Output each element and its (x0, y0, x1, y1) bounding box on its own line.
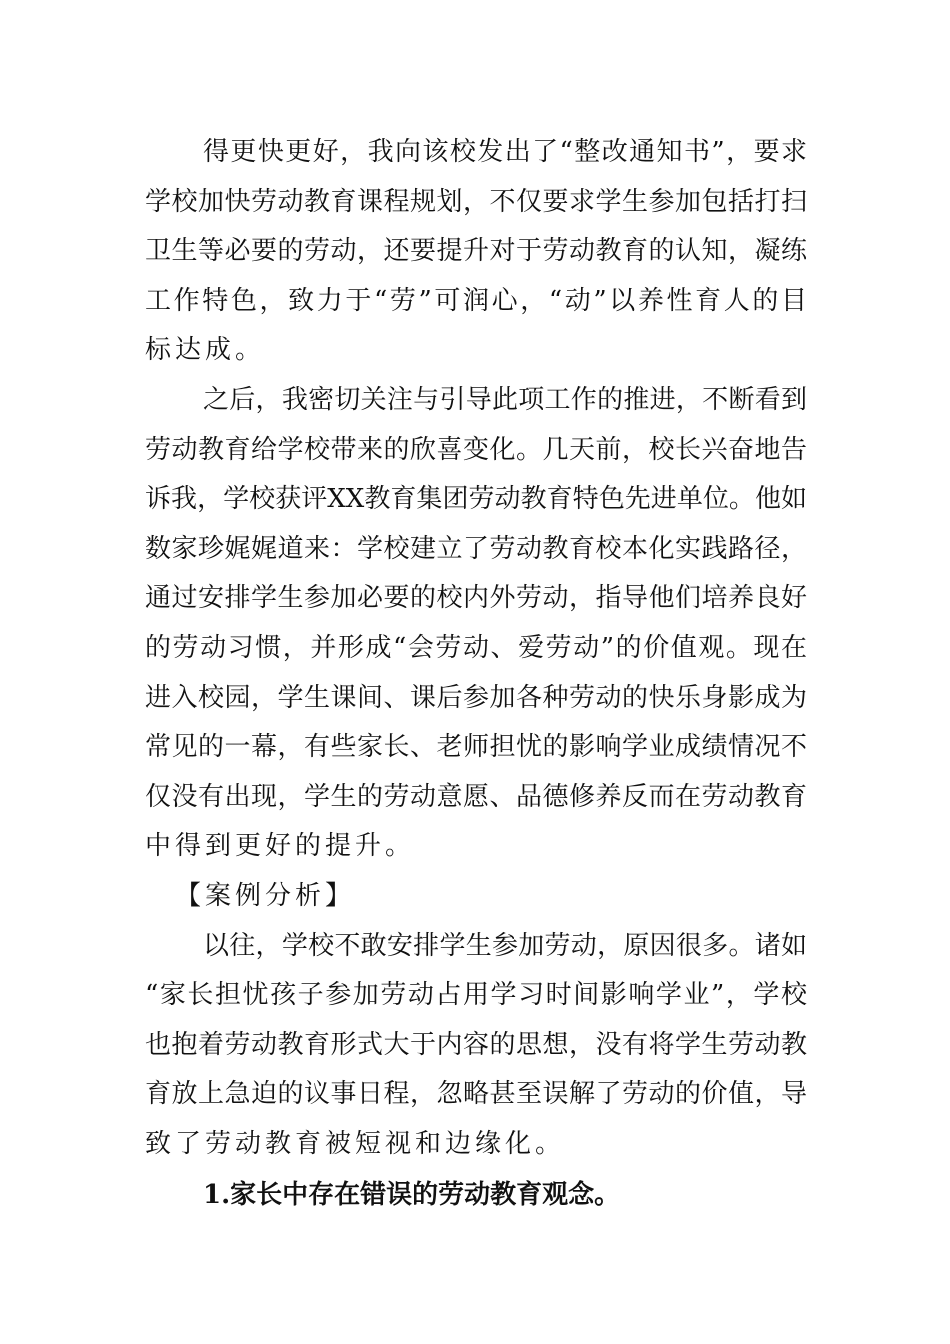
text-line: “家长担忧孩子参加劳动占用学习时间影响学业”，学校 (145, 980, 807, 1011)
text-line: 进入校园，学生课间、课后参加各种劳动的快乐身影成为 (145, 682, 807, 713)
text-line: 以往，学校不敢安排学生参加劳动，原因很多。诸如 (203, 930, 807, 961)
text-line: 卫生等必要的劳动，还要提升对于劳动教育的认知，凝练 (145, 236, 807, 267)
text-line: 常见的一幕，有些家长、老师担忧的影响学业成绩情况不 (145, 732, 807, 763)
document-page (145, 128, 807, 1221)
text-line: 得更快更好，我向该校发出了“整改通知书”，要求 (203, 137, 807, 167)
text-line: 标达成。 (145, 335, 266, 366)
text-line: 工作特色，致力于“劳”可润心，“动”以养性育人的目 (145, 285, 807, 316)
text-line: 诉我，学校获评XX教育集团劳动教育特色先进单位。他如 (145, 484, 807, 515)
text-line: 学校加快劳动教育课程规划，不仅要求学生参加包括打扫 (145, 186, 807, 217)
paragraph-analysis (145, 922, 807, 1170)
text-line: 1.家长中存在错误的劳动教育观念。 (203, 1180, 621, 1211)
text-line: 仅没有出现，学生的劳动意愿、品德修养反而在劳动教育 (145, 781, 807, 812)
text-line: 通过安排学生参加必要的校内外劳动，指导他们培养良好 (145, 583, 807, 614)
section-heading-case-analysis (145, 872, 807, 922)
paragraph-progress (145, 376, 807, 872)
text-line: 劳动教育给学校带来的欣喜变化。几天前，校长兴奋地告 (145, 434, 807, 465)
paragraph-continuation (145, 128, 807, 376)
text-line: 育放上急迫的议事日程，忽略甚至误解了劳动的价值，导 (145, 1079, 807, 1110)
text-line: 的劳动习惯，并形成“会劳动、爱劳动”的价值观。现在 (145, 632, 807, 663)
text-line: 致了劳动教育被短视和边缘化。 (145, 1128, 566, 1159)
text-line: 也抱着劳动教育形式大于内容的思想，没有将学生劳动教 (145, 1029, 807, 1060)
subheading-1 (145, 1171, 807, 1221)
text-line: 【案例分析】 (175, 880, 356, 911)
text-line: 之后，我密切关注与引导此项工作的推进，不断看到 (203, 384, 807, 415)
text-line: 数家珍娓娓道来：学校建立了劳动教育校本化实践路径， (145, 533, 807, 564)
text-line: 中得到更好的提升。 (145, 831, 416, 862)
